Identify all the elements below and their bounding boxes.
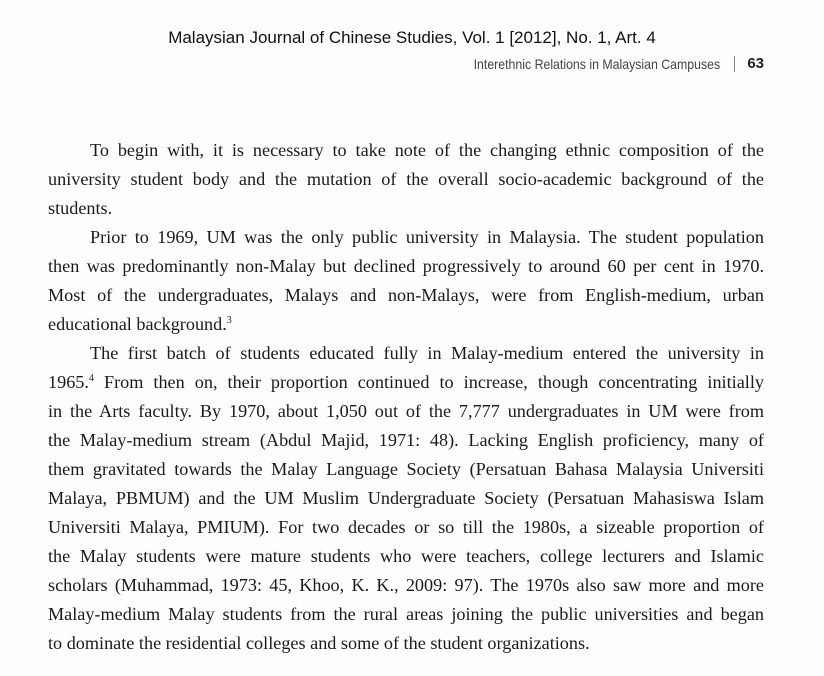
paragraph-3-line-7: Universiti Malaya, PMIUM). For two decades or so till the 1980s, a sizeable proportion of — [48, 517, 764, 537]
paragraph-3-line-8: the Malay students were mature students who were teachers, college lecturers and Islamic — [48, 546, 764, 566]
journal-citation: Malaysian Journal of Chinese Studies, Vol. 1 [2012], No. 1, Art. 4 — [168, 28, 656, 47]
paragraph-3-line-2-rest: From then on, their proportion continued to increase, though concentrating initially — [93, 372, 764, 392]
page-number: 63 — [747, 55, 764, 72]
paragraph-3-line-11: to dominate the residential colleges and some of the student organizations. — [48, 633, 590, 653]
paragraph-1-line-3: students. — [48, 198, 113, 218]
paragraph-2-line-2: then was predominantly non-Malay but declined progressively to around 60 per cent in 1970. — [48, 256, 764, 276]
paragraph-2-line-4-text: educational background. — [48, 314, 227, 334]
header-divider — [734, 56, 735, 72]
paragraph-3-line-6: Malaya, PBMUM) and the UM Muslim Undergraduate Society (Persatuan Mahasiswa Islam — [48, 488, 764, 508]
paragraph-1-line-2: university student body and the mutation of the overall socio-academic background of the — [48, 169, 764, 189]
paragraph-3-line-9: scholars (Muhammad, 1973: 45, Khoo, K. K., 2009: 97). The 1970s also saw more and more — [48, 575, 764, 595]
paragraph-3-line-5: them gravitated towards the Malay Language Society (Persatuan Bahasa Malaysia Universiti — [48, 459, 764, 479]
paragraph-2-line-3: Most of the undergraduates, Malays and non-Malays, were from English-medium, urban — [48, 285, 764, 305]
paragraph-1-line-1: To begin with, it is necessary to take note of the changing ethnic composition of the — [90, 140, 764, 160]
footnote-ref-4[interactable]: 4 — [88, 373, 94, 384]
footnote-ref-3[interactable]: 3 — [226, 315, 232, 326]
running-header — [440, 55, 764, 72]
body-text — [48, 136, 764, 658]
paragraph-2-line-1: Prior to 1969, UM was the only public university in Malaysia. The student population — [90, 227, 764, 247]
paragraph-3-line-10: Malay-medium Malay students from the rural areas joining the public universities and began — [48, 604, 764, 624]
paragraph-3-line-2-start: 1965. — [48, 372, 89, 392]
paragraph-2-line-4 — [48, 310, 764, 339]
paragraph-3-line-4: the Malay-medium stream (Abdul Majid, 1971: 48). Lacking English proficiency, many of — [48, 430, 764, 450]
paragraph-3-line-1: The first batch of students educated fully in Malay-medium entered the university in — [90, 343, 764, 363]
paragraph-3-line-2 — [48, 368, 764, 397]
running-title: Interethnic Relations in Malaysian Campuses — [473, 55, 721, 72]
paragraph-3-line-3: in the Arts faculty. By 1970, about 1,050 out of the 7,777 undergraduates in UM were from — [48, 401, 764, 421]
